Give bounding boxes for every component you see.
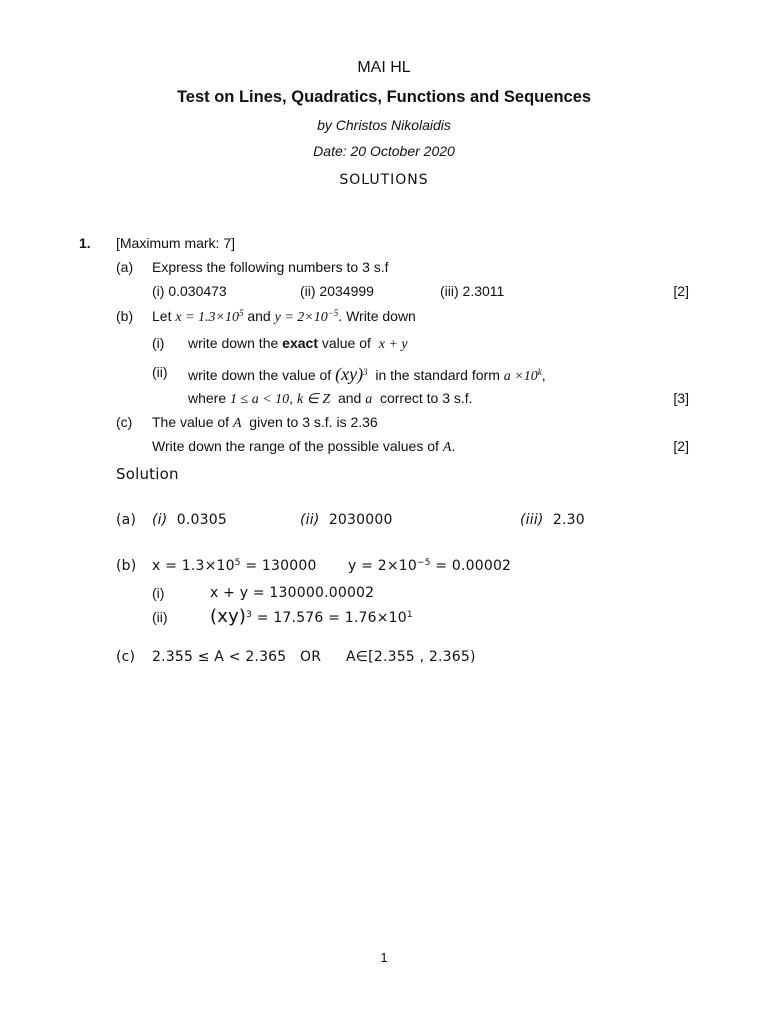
xy-cubed-expr: (xy)$^3$	[335, 364, 368, 384]
let-word: Let	[152, 308, 172, 324]
x-plus-y-expr: x + y	[378, 337, 408, 352]
part-a-prompt: Express the following numbers to 3 s.f	[152, 259, 389, 275]
part-a-marks: [2]	[673, 283, 689, 299]
author-line: by Christos Nikolaidis	[317, 117, 451, 133]
sol-b-x: $x = 1.3\times 10^5 = 130000$	[152, 558, 317, 574]
part-b-ii-text: write down the value of (xy)$^3$ in the standard form $a \times 10^k$,	[188, 364, 546, 384]
part-a-label: (a)	[116, 259, 134, 275]
part-b-marks: [3]	[673, 390, 689, 406]
course-title: MAI HL	[357, 59, 411, 76]
part-c-line1: The value of A given to 3 s.f. is 2.36	[152, 414, 378, 431]
solutions-heading: SOLUTIONS	[339, 172, 429, 188]
sol-c-label: (c)	[116, 649, 136, 665]
and-word: and	[247, 308, 271, 324]
part-a-item-iii: (iii) 2.3011	[440, 283, 505, 299]
sol-c-interval: A∈[2.355 , 2.365)	[346, 649, 476, 665]
part-a-item-i: (i) 0.030473	[152, 283, 227, 299]
part-c-line2: Write down the range of the possible values of A.	[152, 438, 456, 455]
sol-c-inequality: 2.355 ≤ A < 2.365	[152, 649, 287, 665]
part-b-label: (b)	[116, 308, 134, 324]
page-number: 1	[380, 950, 388, 965]
solution-heading: Solution	[116, 465, 179, 483]
sol-b-ii-label: (ii)	[152, 609, 168, 625]
write-down-text: . Write down	[338, 308, 416, 324]
test-title: Test on Lines, Quadratics, Functions and Sequences	[176, 88, 592, 106]
question-number: 1.	[79, 235, 91, 251]
part-b-i-label: (i)	[152, 335, 165, 351]
part-c-marks: [2]	[673, 438, 689, 454]
sol-c-or: OR	[300, 649, 322, 665]
part-b-i-text: write down the exact value of x + y	[188, 335, 408, 352]
sol-b-y: $y = 2\times 10^{-5} = 0.00002$	[348, 558, 512, 574]
sol-a-i: (i) 0.0305	[152, 512, 227, 528]
sol-a-ii: (ii) 2030000	[300, 512, 393, 528]
sol-a-iii: (iii) 2.30	[520, 512, 585, 528]
sol-b-ii-value: $(xy)^3 = 17.576 = 1.76\times 10^1$	[210, 606, 413, 627]
standard-form-expr: $a \times 10^k$	[503, 367, 542, 384]
sol-b-i-value: x + y = 130000.00002	[210, 585, 375, 601]
part-b-statement	[152, 308, 416, 326]
part-c-label: (c)	[116, 414, 133, 430]
x-definition: $x = 1.3\times 10^5$	[175, 308, 244, 325]
sol-b-i-label: (i)	[152, 585, 165, 601]
sol-b-label: (b)	[116, 558, 137, 574]
date-line: Date: 20 October 2020	[313, 143, 455, 159]
sol-a-label: (a)	[116, 512, 137, 528]
max-mark: [Maximum mark: 7]	[116, 235, 236, 251]
part-a-item-ii: (ii) 2034999	[300, 283, 374, 299]
y-definition: $y = 2\times 10^{-5}$	[274, 308, 339, 325]
part-b-ii-label: (ii)	[152, 364, 168, 380]
part-b-conditions: where 1 ≤ a < 10, k ∈ Z and a correct to 3 s.f.	[188, 390, 473, 407]
